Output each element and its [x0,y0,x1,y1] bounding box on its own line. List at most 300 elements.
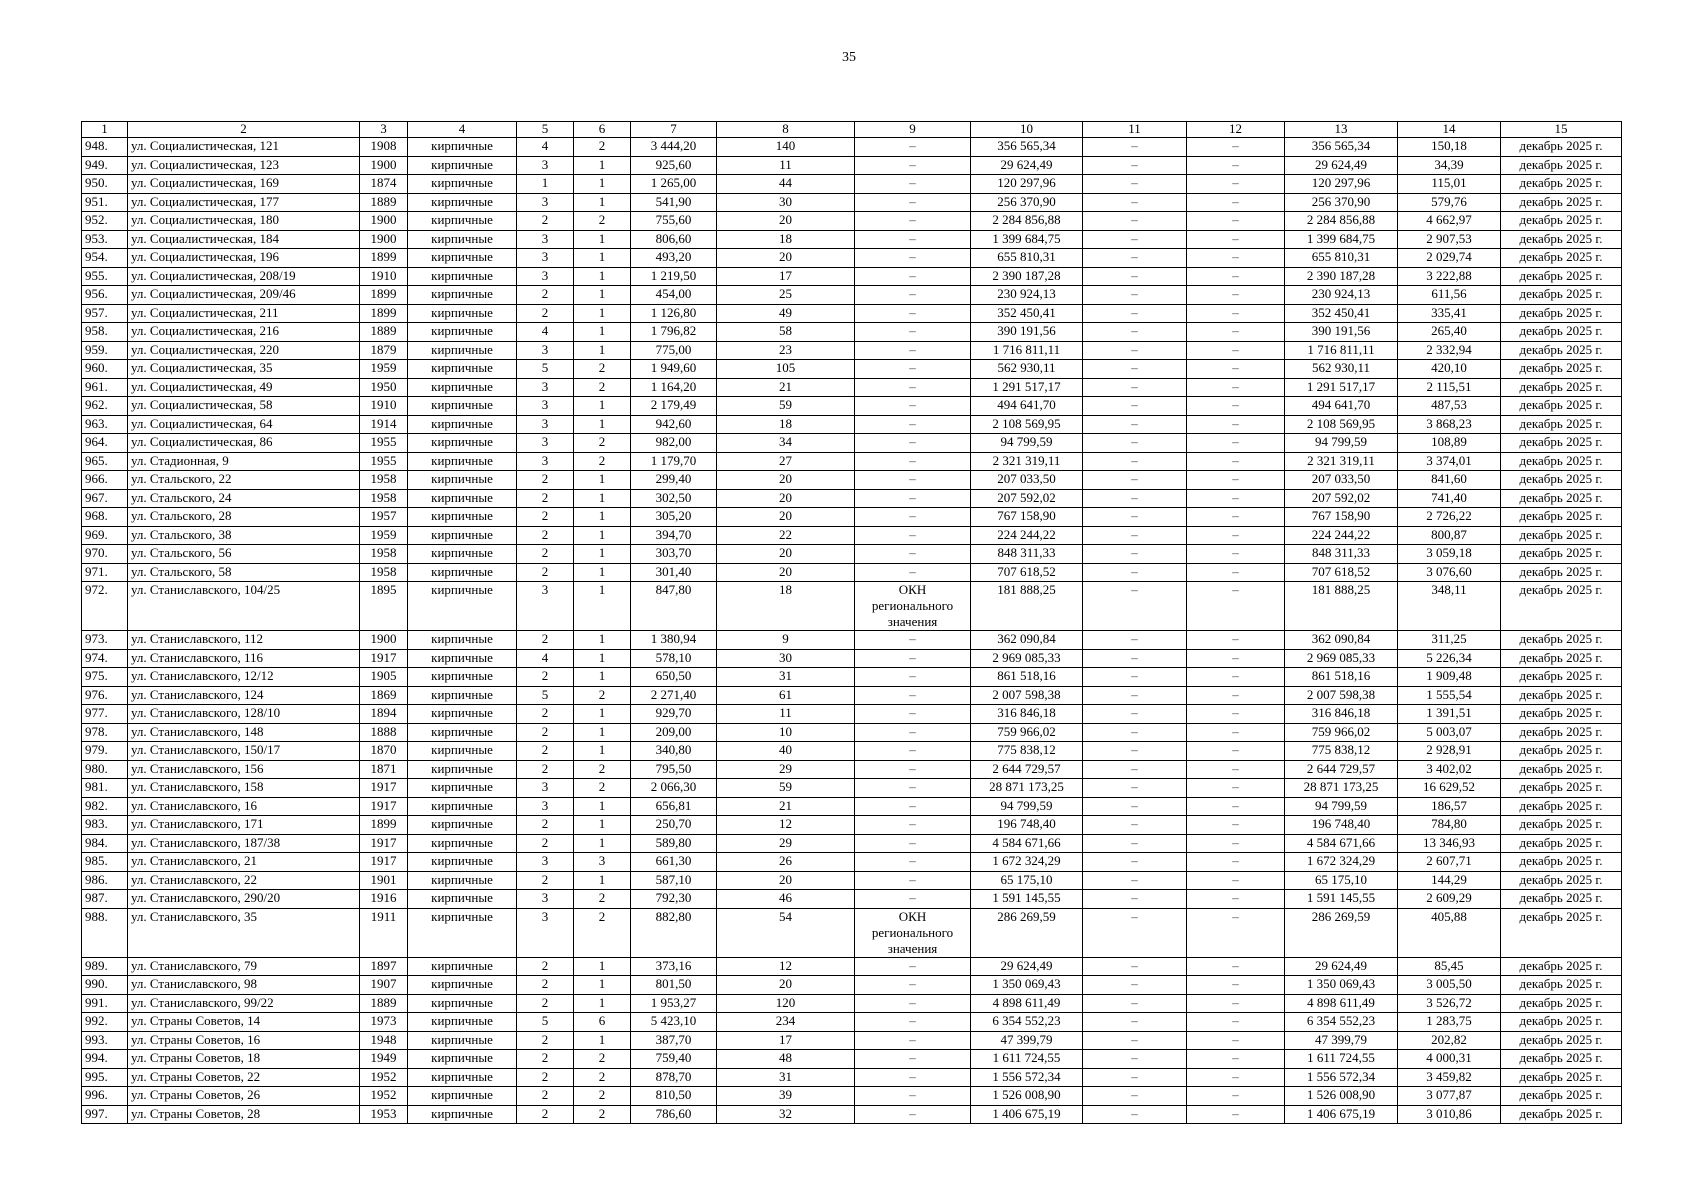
cell-cost-per-sqm: 1 391,51 [1398,705,1501,724]
cell-floors: 2 [517,1050,574,1069]
cell-residents: 31 [717,1068,855,1087]
cell-cost-col-11: – [1083,1050,1187,1069]
table-row [82,193,1622,212]
cell-cost-col-12: – [1187,649,1285,668]
cell-floors: 2 [517,1105,574,1124]
table-row [82,138,1622,157]
column-number-8: 8 [717,122,855,138]
cell-row-number: 967. [82,489,128,508]
cell-cost-total: 356 565,34 [971,138,1083,157]
cell-row-number: 977. [82,705,128,724]
cell-address: ул. Стальского, 56 [128,545,360,564]
cell-deadline: декабрь 2025 г. [1501,816,1622,835]
cell-deadline: декабрь 2025 г. [1501,723,1622,742]
cell-row-number: 966. [82,471,128,490]
cell-row-number: 982. [82,797,128,816]
cell-cost-col-12: – [1187,908,1285,957]
cell-floors: 2 [517,471,574,490]
cell-cost-col-12: – [1187,360,1285,379]
cell-deadline: декабрь 2025 г. [1501,397,1622,416]
cell-cost-total: 2 969 085,33 [971,649,1083,668]
cell-year-built: 1914 [360,415,408,434]
cell-wall-material: кирпичные [408,957,517,976]
cell-entrances: 1 [574,230,631,249]
cell-residents: 48 [717,1050,855,1069]
table-row [82,267,1622,286]
cell-heritage-status: – [855,563,971,582]
cell-entrances: 1 [574,545,631,564]
cell-cost-col-13: 316 846,18 [1285,705,1398,724]
cell-cost-col-12: – [1187,834,1285,853]
cell-address: ул. Стальского, 58 [128,563,360,582]
cell-cost-total: 2 390 187,28 [971,267,1083,286]
cell-row-number: 978. [82,723,128,742]
column-number-10: 10 [971,122,1083,138]
cell-row-number: 968. [82,508,128,527]
cell-cost-col-13: 2 284 856,88 [1285,212,1398,231]
cell-cost-per-sqm: 611,56 [1398,286,1501,305]
cell-cost-col-13: 224 244,22 [1285,526,1398,545]
cell-cost-per-sqm: 784,80 [1398,816,1501,835]
cell-cost-col-11: – [1083,341,1187,360]
cell-cost-col-12: – [1187,742,1285,761]
cell-cost-col-13: 707 618,52 [1285,563,1398,582]
cell-cost-total: 1 716 811,11 [971,341,1083,360]
cell-cost-col-11: – [1083,397,1187,416]
cell-cost-col-12: – [1187,508,1285,527]
cell-floors: 4 [517,649,574,668]
cell-cost-col-11: – [1083,631,1187,650]
cell-residents: 32 [717,1105,855,1124]
cell-area: 1 126,80 [631,304,717,323]
cell-cost-per-sqm: 2 607,71 [1398,853,1501,872]
cell-cost-col-11: – [1083,489,1187,508]
cell-address: ул. Страны Советов, 16 [128,1031,360,1050]
cell-floors: 2 [517,742,574,761]
cell-cost-col-13: 1 526 008,90 [1285,1087,1398,1106]
cell-cost-col-11: – [1083,267,1187,286]
cell-cost-col-11: – [1083,249,1187,268]
cell-residents: 34 [717,434,855,453]
cell-floors: 3 [517,230,574,249]
cell-cost-per-sqm: 3 059,18 [1398,545,1501,564]
cell-entrances: 1 [574,304,631,323]
cell-cost-col-13: 1 556 572,34 [1285,1068,1398,1087]
cell-cost-col-13: 775 838,12 [1285,742,1398,761]
cell-cost-col-13: 29 624,49 [1285,156,1398,175]
cell-deadline: декабрь 2025 г. [1501,668,1622,687]
cell-cost-col-11: – [1083,1068,1187,1087]
cell-wall-material: кирпичные [408,434,517,453]
cell-cost-col-13: 1 672 324,29 [1285,853,1398,872]
cell-row-number: 975. [82,668,128,687]
cell-address: ул. Социалистическая, 121 [128,138,360,157]
cell-cost-per-sqm: 800,87 [1398,526,1501,545]
cell-entrances: 1 [574,286,631,305]
table-row [82,415,1622,434]
cell-cost-total: 362 090,84 [971,631,1083,650]
cell-cost-col-11: – [1083,526,1187,545]
cell-wall-material: кирпичные [408,212,517,231]
cell-area: 587,10 [631,871,717,890]
cell-entrances: 1 [574,526,631,545]
cell-row-number: 952. [82,212,128,231]
cell-address: ул. Социалистическая, 211 [128,304,360,323]
cell-address: ул. Социалистическая, 169 [128,175,360,194]
cell-heritage-status: – [855,976,971,995]
cell-residents: 11 [717,705,855,724]
cell-area: 299,40 [631,471,717,490]
cell-address: ул. Стадионная, 9 [128,452,360,471]
table-row [82,1087,1622,1106]
cell-entrances: 2 [574,138,631,157]
cell-cost-per-sqm: 2 029,74 [1398,249,1501,268]
cell-wall-material: кирпичные [408,138,517,157]
cell-cost-col-12: – [1187,415,1285,434]
cell-cost-col-11: – [1083,668,1187,687]
cell-wall-material: кирпичные [408,175,517,194]
column-number-1: 1 [82,122,128,138]
cell-year-built: 1888 [360,723,408,742]
cell-cost-per-sqm: 2 609,29 [1398,890,1501,909]
cell-area: 493,20 [631,249,717,268]
table-row [82,286,1622,305]
cell-area: 795,50 [631,760,717,779]
cell-floors: 1 [517,175,574,194]
cell-floors: 3 [517,341,574,360]
cell-address: ул. Страны Советов, 18 [128,1050,360,1069]
cell-row-number: 948. [82,138,128,157]
cell-area: 1 949,60 [631,360,717,379]
cell-deadline: декабрь 2025 г. [1501,230,1622,249]
cell-cost-col-12: – [1187,582,1285,631]
cell-floors: 2 [517,760,574,779]
cell-row-number: 964. [82,434,128,453]
cell-address: ул. Станиславского, 158 [128,779,360,798]
cell-deadline: декабрь 2025 г. [1501,489,1622,508]
cell-cost-col-13: 352 450,41 [1285,304,1398,323]
cell-heritage-status: – [855,156,971,175]
cell-entrances: 6 [574,1013,631,1032]
cell-entrances: 2 [574,760,631,779]
cell-deadline: декабрь 2025 г. [1501,193,1622,212]
cell-wall-material: кирпичные [408,1013,517,1032]
cell-year-built: 1899 [360,286,408,305]
cell-cost-col-13: 4 898 611,49 [1285,994,1398,1013]
cell-address: ул. Станиславского, 12/12 [128,668,360,687]
cell-cost-col-13: 94 799,59 [1285,797,1398,816]
cell-entrances: 1 [574,508,631,527]
cell-wall-material: кирпичные [408,779,517,798]
cell-residents: 44 [717,175,855,194]
cell-cost-per-sqm: 3 222,88 [1398,267,1501,286]
cell-heritage-status: – [855,230,971,249]
cell-deadline: декабрь 2025 г. [1501,452,1622,471]
cell-cost-total: 861 518,16 [971,668,1083,687]
cell-residents: 21 [717,797,855,816]
cell-cost-col-13: 356 565,34 [1285,138,1398,157]
cell-deadline: декабрь 2025 г. [1501,853,1622,872]
cell-residents: 20 [717,471,855,490]
cell-cost-col-13: 1 591 145,55 [1285,890,1398,909]
cell-address: ул. Станиславского, 99/22 [128,994,360,1013]
cell-cost-col-13: 2 321 319,11 [1285,452,1398,471]
cell-cost-col-13: 120 297,96 [1285,175,1398,194]
cell-heritage-status: ОКН регионального значения [855,582,971,631]
cell-heritage-status: – [855,890,971,909]
cell-wall-material: кирпичные [408,890,517,909]
cell-cost-per-sqm: 3 077,87 [1398,1087,1501,1106]
cell-year-built: 1950 [360,378,408,397]
cell-deadline: декабрь 2025 г. [1501,471,1622,490]
cell-cost-col-13: 1 611 724,55 [1285,1050,1398,1069]
cell-residents: 18 [717,415,855,434]
cell-area: 925,60 [631,156,717,175]
table-row [82,957,1622,976]
table-row [82,212,1622,231]
cell-floors: 3 [517,415,574,434]
cell-floors: 2 [517,304,574,323]
cell-cost-col-13: 230 924,13 [1285,286,1398,305]
cell-floors: 5 [517,1013,574,1032]
cell-deadline: декабрь 2025 г. [1501,797,1622,816]
table-row [82,742,1622,761]
cell-heritage-status: – [855,545,971,564]
cell-wall-material: кирпичные [408,853,517,872]
cell-year-built: 1899 [360,249,408,268]
cell-year-built: 1959 [360,526,408,545]
cell-year-built: 1900 [360,156,408,175]
table-row [82,323,1622,342]
cell-cost-col-13: 494 641,70 [1285,397,1398,416]
cell-area: 755,60 [631,212,717,231]
table-row [82,631,1622,650]
cell-floors: 3 [517,434,574,453]
cell-address: ул. Станиславского, 35 [128,908,360,957]
cell-row-number: 949. [82,156,128,175]
cell-entrances: 1 [574,994,631,1013]
cell-wall-material: кирпичные [408,156,517,175]
table-row [82,582,1622,631]
cell-year-built: 1889 [360,994,408,1013]
cell-residents: 29 [717,760,855,779]
cell-cost-total: 94 799,59 [971,797,1083,816]
cell-cost-total: 390 191,56 [971,323,1083,342]
cell-entrances: 2 [574,686,631,705]
cell-floors: 5 [517,686,574,705]
cell-year-built: 1897 [360,957,408,976]
cell-heritage-status: – [855,471,971,490]
cell-area: 656,81 [631,797,717,816]
cell-cost-col-12: – [1187,976,1285,995]
cell-area: 2 271,40 [631,686,717,705]
cell-row-number: 953. [82,230,128,249]
cell-entrances: 1 [574,471,631,490]
cell-floors: 2 [517,723,574,742]
cell-cost-per-sqm: 5 003,07 [1398,723,1501,742]
cell-entrances: 1 [574,415,631,434]
cell-cost-total: 286 269,59 [971,908,1083,957]
cell-cost-total: 707 618,52 [971,563,1083,582]
table-row [82,816,1622,835]
cell-cost-col-12: – [1187,341,1285,360]
cell-heritage-status: – [855,397,971,416]
cell-cost-per-sqm: 348,11 [1398,582,1501,631]
cell-cost-per-sqm: 2 332,94 [1398,341,1501,360]
table-row [82,378,1622,397]
cell-floors: 2 [517,871,574,890]
cell-floors: 3 [517,779,574,798]
cell-entrances: 1 [574,649,631,668]
column-number-2: 2 [128,122,360,138]
cell-deadline: декабрь 2025 г. [1501,1087,1622,1106]
cell-heritage-status: – [855,360,971,379]
cell-cost-col-11: – [1083,853,1187,872]
cell-floors: 3 [517,797,574,816]
cell-year-built: 1910 [360,397,408,416]
cell-row-number: 991. [82,994,128,1013]
cell-area: 2 066,30 [631,779,717,798]
cell-year-built: 1973 [360,1013,408,1032]
table-row [82,976,1622,995]
cell-cost-col-12: – [1187,138,1285,157]
cell-cost-col-12: – [1187,249,1285,268]
cell-residents: 140 [717,138,855,157]
cell-floors: 2 [517,545,574,564]
cell-heritage-status: – [855,668,971,687]
cell-cost-per-sqm: 2 928,91 [1398,742,1501,761]
cell-cost-per-sqm: 3 868,23 [1398,415,1501,434]
cell-year-built: 1901 [360,871,408,890]
cell-year-built: 1917 [360,834,408,853]
cell-residents: 120 [717,994,855,1013]
table-row [82,434,1622,453]
cell-cost-col-13: 1 406 675,19 [1285,1105,1398,1124]
cell-cost-col-13: 47 399,79 [1285,1031,1398,1050]
cell-cost-per-sqm: 1 555,54 [1398,686,1501,705]
cell-row-number: 969. [82,526,128,545]
cell-area: 578,10 [631,649,717,668]
cell-address: ул. Станиславского, 104/25 [128,582,360,631]
cell-entrances: 1 [574,1031,631,1050]
cell-residents: 105 [717,360,855,379]
cell-address: ул. Социалистическая, 86 [128,434,360,453]
cell-entrances: 1 [574,193,631,212]
cell-cost-col-11: – [1083,434,1187,453]
cell-cost-per-sqm: 108,89 [1398,434,1501,453]
cell-row-number: 989. [82,957,128,976]
cell-wall-material: кирпичные [408,723,517,742]
cell-floors: 3 [517,908,574,957]
cell-residents: 12 [717,957,855,976]
cell-wall-material: кирпичные [408,668,517,687]
cell-heritage-status: – [855,138,971,157]
cell-year-built: 1900 [360,631,408,650]
cell-area: 250,70 [631,816,717,835]
cell-entrances: 2 [574,908,631,957]
cell-floors: 2 [517,834,574,853]
cell-wall-material: кирпичные [408,1087,517,1106]
cell-wall-material: кирпичные [408,415,517,434]
cell-cost-col-12: – [1187,434,1285,453]
cell-entrances: 2 [574,1087,631,1106]
cell-year-built: 1900 [360,212,408,231]
cell-year-built: 1949 [360,1050,408,1069]
table-row [82,304,1622,323]
cell-wall-material: кирпичные [408,797,517,816]
table-row [82,452,1622,471]
cell-cost-total: 6 354 552,23 [971,1013,1083,1032]
cell-heritage-status: – [855,723,971,742]
cell-cost-per-sqm: 115,01 [1398,175,1501,194]
cell-entrances: 2 [574,779,631,798]
cell-deadline: декабрь 2025 г. [1501,994,1622,1013]
cell-cost-total: 848 311,33 [971,545,1083,564]
cell-year-built: 1908 [360,138,408,157]
cell-cost-col-11: – [1083,723,1187,742]
cell-address: ул. Станиславского, 187/38 [128,834,360,853]
table-row [82,1105,1622,1124]
cell-area: 302,50 [631,489,717,508]
cell-heritage-status: – [855,323,971,342]
cell-floors: 2 [517,286,574,305]
cell-deadline: декабрь 2025 г. [1501,890,1622,909]
cell-address: ул. Станиславского, 116 [128,649,360,668]
cell-entrances: 1 [574,489,631,508]
table-row [82,1050,1622,1069]
cell-floors: 2 [517,994,574,1013]
cell-area: 1 164,20 [631,378,717,397]
table-row [82,249,1622,268]
cell-area: 982,00 [631,434,717,453]
cell-address: ул. Станиславского, 290/20 [128,890,360,909]
cell-wall-material: кирпичные [408,1031,517,1050]
cell-cost-col-11: – [1083,212,1187,231]
cell-row-number: 950. [82,175,128,194]
cell-year-built: 1952 [360,1087,408,1106]
cell-heritage-status: – [855,871,971,890]
cell-year-built: 1889 [360,323,408,342]
cell-heritage-status: – [855,1031,971,1050]
cell-wall-material: кирпичные [408,760,517,779]
cell-row-number: 995. [82,1068,128,1087]
cell-heritage-status: – [855,779,971,798]
cell-cost-total: 256 370,90 [971,193,1083,212]
cell-cost-col-13: 1 291 517,17 [1285,378,1398,397]
cell-area: 303,70 [631,545,717,564]
table-row [82,156,1622,175]
cell-residents: 20 [717,508,855,527]
cell-residents: 20 [717,545,855,564]
cell-deadline: декабрь 2025 г. [1501,779,1622,798]
cell-row-number: 973. [82,631,128,650]
cell-deadline: декабрь 2025 г. [1501,649,1622,668]
cell-cost-per-sqm: 150,18 [1398,138,1501,157]
cell-year-built: 1911 [360,908,408,957]
cell-entrances: 1 [574,175,631,194]
cell-address: ул. Стальского, 38 [128,526,360,545]
cell-row-number: 976. [82,686,128,705]
cell-residents: 20 [717,212,855,231]
cell-wall-material: кирпичные [408,489,517,508]
cell-area: 541,90 [631,193,717,212]
cell-cost-col-13: 181 888,25 [1285,582,1398,631]
cell-residents: 39 [717,1087,855,1106]
cell-floors: 3 [517,890,574,909]
cell-floors: 5 [517,360,574,379]
cell-area: 1 380,94 [631,631,717,650]
cell-address: ул. Социалистическая, 184 [128,230,360,249]
